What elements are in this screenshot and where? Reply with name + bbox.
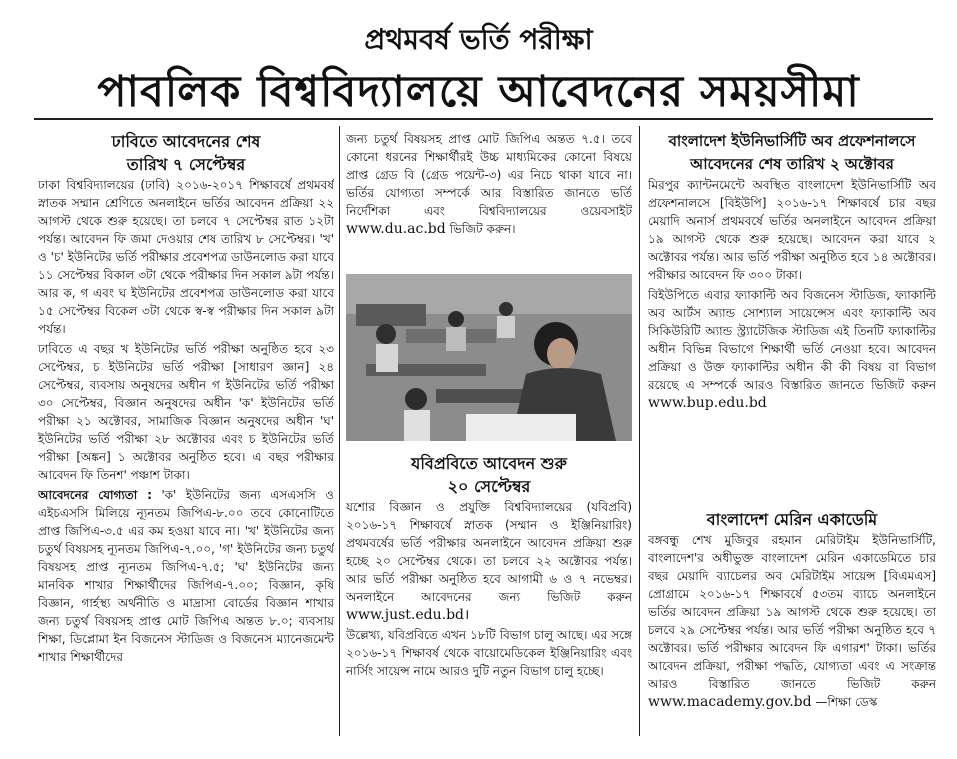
column-divider-right (639, 126, 640, 736)
just-paragraph-2: উল্লেখ্য, যবিপ্রবিতে এখন ১৮টি বিভাগ চালু আছে। এর সঙ্গে ২০১৬-১৭ শিক্ষাবর্ষ থেকে বায়োমেডিকেল ইঞ্জিনিয়ারিং এবং নার্সিং সায়েন্স নামে আরও দুটি নতুন বিভাগ চালু হচ্ছে। (346, 628, 632, 678)
just-website-link[interactable]: www.just.edu.bd। (346, 607, 470, 623)
du-continuation-tail: ভিজিট করুন। (449, 222, 516, 236)
marine-article (648, 508, 936, 753)
du-paragraph-1: ঢাকা বিশ্ববিদ্যালয়ের (ঢাবি) ২০১৬-২০১৭ শিক্ষাবর্ষে প্রথমবর্ষ স্নাতক সম্মান শ্রেণিতে অনলাইনে ভর্তির আবেদন প্রক্রিয়া ২২ আগস্ট থেকে শুরু হয়েছে। তা চলবে ৭ সেপ্টেম্বর রাত ১২টা পর্যন্ত। আবেদন ফি জমা দেওয়ার শেষ তারিখ ৮ সেপ্টেম্বর। 'খ' ও 'চ' ইউনিটের ভর্তি পরীক্ষার প্রবেশপত্র ডাউনলোড করা যাবে ১১ সেপ্টেম্বর বিকাল ৩টা থেকে পরীক্ষার দিন সকাল ৯টা পর্যন্ত। আর ক, গ এবং ঘ ইউনিটের প্রবেশপত্র ডাউনলোড করা যাবে ১৫ সেপ্টেম্বর বিকেল ৩টা থেকে স্ব-স্ব পরীক্ষার দিন সকাল ৯টা পর্যন্ত। (38, 178, 334, 336)
du-heading-line1: ঢাবিতে আবেদনের শেষ (111, 132, 261, 151)
du-eligibility-label: আবেদনের যোগ্যতা : (38, 488, 152, 502)
just-heading-line2: ২০ সেপ্টেম্বর (447, 477, 531, 496)
page-headline: পাবলিক বিশ্ববিদ্যালয়ে আবেদনের সময়সীমা (97, 67, 860, 117)
just-heading-line1: যবিপ্রবিতে আবেদন শুরু (411, 454, 567, 473)
bup-heading-line2: আবেদনের শেষ তারিখ ২ অক্টোবর (690, 155, 894, 173)
marine-paragraph-1 (648, 531, 936, 711)
bup-article (648, 130, 936, 500)
just-article (346, 452, 632, 752)
du-heading (38, 130, 334, 176)
bup-paragraph-2 (648, 286, 936, 412)
du-eligibility (38, 486, 334, 666)
du-article (38, 130, 334, 750)
du-continuation-paragraph (346, 130, 632, 238)
marine-paragraph-1-text: বঙ্গবন্ধু শেখ মুজিবুর রহমান মেরিটাইম ইউনিভার্সিটি, বাংলাদেশ'র অধীভুক্ত বাংলাদেশ মেরিন একাডেমিতে চার বছর মেয়াদি ব্যাচেলর অব মেরিটাইম সায়েন্স [বিএমএস] প্রোগ্রামে ২০১৬-১৭ শিক্ষাবর্ষে ৫৩তম ব্যাচে অনলাইনে ভর্তির আবেদন প্রক্রিয়া ১৯ আগস্ট থেকে শুরু হয়েছে। তা চলবে ২৯ সেপ্টেম্বর পর্যন্ত। আর ভর্তি পরীক্ষা অনুষ্ঠিত হবে ৭ অক্টোবর। ভর্তি পরীক্ষার আবেদন ফি এগারশ' টাকা। ভর্তির আবেদন প্রক্রিয়া, পরীক্ষা পদ্ধতি, যোগ্যতা এবং এ সংক্রান্ত আরও বিস্তারিত জানতে ভিজিট করুন (648, 533, 936, 691)
du-eligibility-text: 'ক' ইউনিটের জন্য এসএসসি ও এইচএসসি মিলিয়ে ন্যূনতম জিপিএ-৮.০০ তবে কোনোটিতে প্রাপ্ত জিপিএ-৩.৫ এর কম হওয়া যাবে না। 'খ' ইউনিটের জন্য চতুর্থ বিষয়সহ ন্যূনতম জিপিএ-৭.০০, 'গ' ইউনিটের জন্য চতুর্থ বিষয়সহ প্রাপ্ত ন্যূনতম জিপিএ-৭.৫; 'ঘ' ইউনিটের জন্য মানবিক শাখার শিক্ষার্থীদের জিপিএ-৭.০০; বিজ্ঞান, কৃষি বিজ্ঞান, গার্হস্থ্য অর্থনীতি ও মাদ্রাসা বোর্ডের বিজ্ঞান শাখার জন্য চতুর্থ বিষয়সহ প্রাপ্ত মোট জিপিএ অন্তত ৮.০; ব্যবসায় শিক্ষা, ডিপ্লোমা ইন বিজনেস স্টাডিজ ও বিজনেস ম্যানেজমেন্ট শাখার শিক্ষার্থীদের (38, 488, 334, 664)
just-paragraph-1-text: যশোর বিজ্ঞান ও প্রযুক্তি বিশ্ববিদ্যালয়ের (যবিপ্রবি) ২০১৬-১৭ শিক্ষাবর্ষে স্নাতক (সম্মান ও ইঞ্জিনিয়ারিং) প্রথমবর্ষের ভর্তি পরীক্ষার অনলাইনে আবেদন প্রক্রিয়া শুরু হচ্ছে ২০ সেপ্টেম্বর থেকে। তা চলবে ২২ অক্টোবর পর্যন্ত। আর ভর্তি পরীক্ষা অনুষ্ঠিত হবে আগামী ৬ ও ৭ নভেম্বর। অনলাইনে আবেদনের জন্য ভিজিট করুন (346, 500, 632, 604)
du-paragraph-2: ঢাবিতে এ বছর খ ইউনিটের ভর্তি পরীক্ষা অনুষ্ঠিত হবে ২৩ সেপ্টেম্বর, চ ইউনিটের ভর্তি পরীক্ষা [সাধারণ জ্ঞান] ২৪ সেপ্টেম্বর, ব্যবসায় অনুষদের অধীন গ ইউনিটের ভর্তি পরীক্ষা ৩০ সেপ্টেম্বর, বিজ্ঞান অনুষদের অধীন 'ক' ইউনিটের ভর্তি পরীক্ষা ২১ অক্টোবর, সামাজিক বিজ্ঞান অনুষদের অধীন 'ঘ' ইউনিটের ভর্তি পরীক্ষা ২৮ অক্টোবর এবং চ ইউনিটের ভর্তি পরীক্ষা [অঙ্কন] ১ অক্টোবর অনুষ্ঠিত হবে। এ বছর পরীক্ষার আবেদন ফি তিনশ' পঞ্চাশ টাকা। (38, 342, 334, 482)
bup-paragraph-2-text: বিইউপিতে এবার ফ্যাকাল্টি অব বিজনেস স্টাডিজ, ফ্যাকাল্টি অব আর্টস অ্যান্ড সোশ্যাল সায়েন্সেস এবং ফ্যাকাল্টি অব সিকিউরিটি অ্যান্ড স্ট্র্যাটেজিক স্টাডিজ এই তিনটি ফ্যাকাল্টির অধীন বিভিন্ন বিভাগে শিক্ষার্থী ভর্তি নেওয়া হবে। আবেদন প্রক্রিয়া ও উক্ত ফ্যাকাল্টির অধীন কী কী বিষয় বা বিভাগ রয়েছে এ সম্পর্কে আরও বিস্তারিত জানতে ভিজিট করুন (648, 288, 936, 392)
bup-heading-line1: বাংলাদেশ ইউনিভার্সিটি অব প্রফেশনালসে (668, 132, 916, 150)
marine-byline: —শিক্ষা ডেস্ক (815, 695, 878, 709)
column-divider-left (339, 126, 340, 736)
du-continuation-text: জন্য চতুর্থ বিষয়সহ প্রাপ্ত মোট জিপিএ অন্তত ৭.৫। তবে কোনো ধরনের শিক্ষার্থীরই উচ্চ মাধ্যমিকের কোনো বিষয়ে প্রাপ্ত গ্রেড বি (গ্রেড পয়েন্ট-৩) এর নিচে থাকা যাবে না। ভর্তির যোগ্যতা সম্পর্কে আর বিস্তারিত জানতে ভর্তি নির্দেশিকা এবং বিশ্ববিদ্যালয়ের ওয়েবসাইট (346, 132, 632, 218)
marine-website-link[interactable]: www.macademy.gov.bd (648, 694, 812, 710)
bup-heading (648, 130, 936, 176)
section-kicker: প্রথমবর্ষ ভর্তি পরীক্ষা (364, 23, 593, 56)
just-paragraph-1 (346, 498, 632, 624)
just-heading (346, 452, 632, 498)
bup-website-link[interactable]: www.bup.edu.bd (648, 395, 767, 411)
du-continuation (346, 130, 632, 270)
du-website-link[interactable]: www.du.ac.bd (346, 221, 446, 237)
exam-hall-illustration (346, 274, 632, 441)
exam-hall-photo (346, 274, 632, 441)
marine-heading: বাংলাদেশ মেরিন একাডেমি (706, 510, 878, 529)
headline-rule (34, 118, 933, 120)
du-heading-line2: তারিখ ৭ সেপ্টেম্বর (126, 155, 246, 174)
bup-paragraph-1: মিরপুর ক্যান্টনমেন্টে অবস্থিত বাংলাদেশ ইউনিভার্সিটি অব প্রফেশনালসে [বিইউপি] ২০১৬-১৭ শিক্ষাবর্ষে চার বছর মেয়াদি অনার্স প্রথমবর্ষে ভর্তির অনলাইনে আবেদন প্রক্রিয়া ১৯ আগস্ট থেকে শুরু হয়েছে। আবেদন করা যাবে ২ অক্টোবর পর্যন্ত। আর ভর্তি পরীক্ষা অনুষ্ঠিত হবে ১৪ অক্টোবর। পরীক্ষার আবেদন ফি ৩০০ টাকা। (648, 178, 936, 282)
